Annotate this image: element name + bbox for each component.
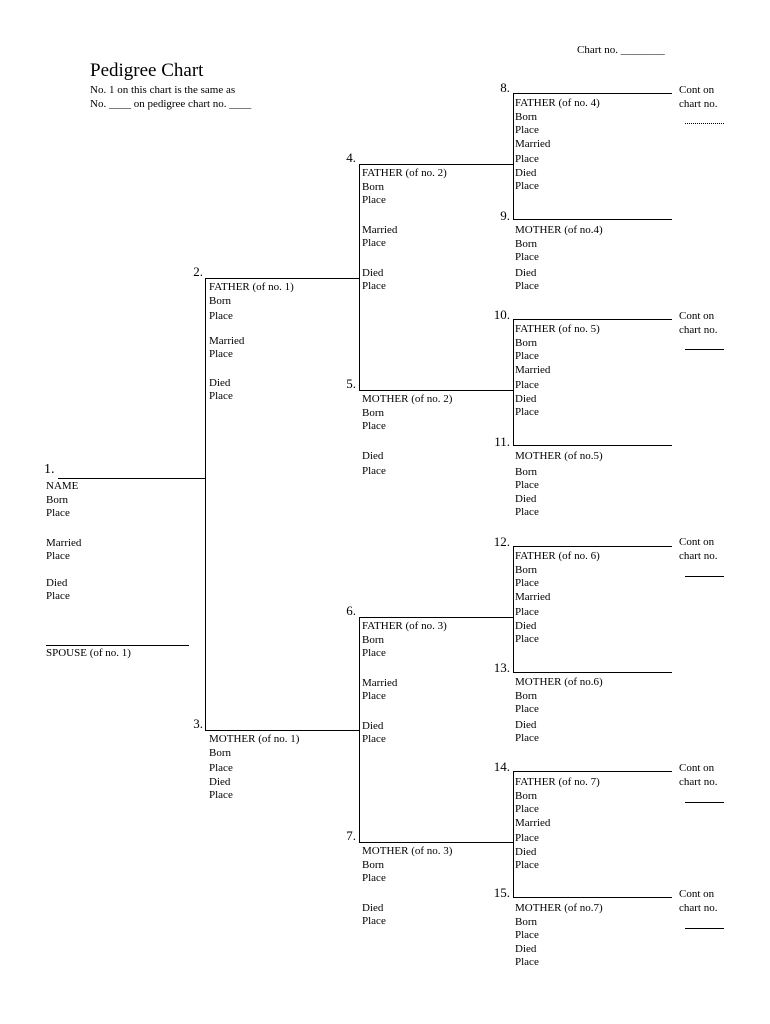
person-8-block [515, 97, 600, 194]
person-4-number: 4. [346, 150, 356, 165]
person-10-line[interactable] [513, 319, 672, 320]
person-9-born-place: Place [515, 251, 539, 263]
person-5-born: Born [362, 406, 384, 419]
person-9-died: Died [515, 266, 537, 279]
person-7-number: 7. [346, 828, 356, 843]
person-13-died-place: Place [515, 732, 539, 744]
person-12-line[interactable] [513, 546, 672, 547]
person-11-born: Born [515, 465, 537, 478]
person-12-cont-line[interactable] [685, 576, 724, 577]
person-6-died: Died [362, 719, 384, 732]
bracket-1 [205, 278, 206, 730]
person-12-number: 12. [493, 534, 510, 549]
person-12-died-place: Place [515, 633, 539, 645]
person-6-married: Married [362, 676, 398, 689]
person-14-married-place: Place [515, 832, 539, 844]
person-12-married: Married [515, 590, 551, 603]
bracket-3 [359, 617, 360, 842]
person-14-died-place: Place [515, 859, 539, 871]
person-2-block [209, 281, 294, 404]
person-4-died-place: Place [362, 280, 386, 292]
person-5-line[interactable] [359, 390, 513, 391]
person-10-died: Died [515, 392, 537, 405]
chart-number-field[interactable]: Chart no. ________ [577, 44, 665, 56]
person-7-born-place: Place [362, 872, 386, 884]
person-14-number: 14. [493, 759, 510, 774]
person-9-number: 9. [500, 208, 510, 223]
person-5-died: Died [362, 449, 384, 462]
person-10-married-place: Place [515, 379, 539, 391]
bracket-4 [513, 93, 514, 219]
person-8-continuation [679, 84, 717, 111]
person-14-born: Born [515, 789, 537, 802]
person-8-died-place: Place [515, 180, 539, 192]
person-9-died-place: Place [515, 280, 539, 292]
bracket-7 [513, 771, 514, 897]
person-10-continuation [679, 310, 717, 337]
person-15-cont-line[interactable] [685, 928, 724, 929]
person-7-died-place: Place [362, 915, 386, 927]
person-12-label: FATHER (of no. 6) [515, 550, 600, 562]
person-14-block [515, 776, 600, 873]
person-11-label: MOTHER (of no.5) [515, 450, 603, 462]
person-8-married-place: Place [515, 153, 539, 165]
person-11-line[interactable] [513, 445, 672, 446]
person-3-died: Died [209, 775, 231, 788]
person-9-block [515, 224, 603, 294]
person-13-block [515, 676, 603, 746]
person-8-cont-line[interactable] [685, 123, 724, 124]
person-6-born: Born [362, 633, 384, 646]
person-2-died-place: Place [209, 390, 233, 402]
cont-on-label: Cont on [679, 310, 715, 322]
person-1-number: 1. [44, 462, 55, 477]
person-10-cont-line[interactable] [685, 349, 724, 350]
person-15-number: 15. [493, 885, 510, 900]
person-8-number: 8. [500, 80, 510, 95]
person-6-block [362, 620, 447, 747]
person-5-number: 5. [346, 376, 356, 391]
person-10-married: Married [515, 363, 551, 376]
cont-on-label: Cont on [679, 84, 715, 96]
person-11-born-place: Place [515, 479, 539, 491]
person-12-died: Died [515, 619, 537, 632]
person-4-block [362, 167, 447, 294]
person-13-line[interactable] [513, 672, 672, 673]
person-8-died: Died [515, 166, 537, 179]
person-6-line[interactable] [359, 617, 513, 618]
person-7-label: MOTHER (of no. 3) [362, 845, 453, 857]
person-13-born: Born [515, 689, 537, 702]
person-3-line[interactable] [205, 730, 359, 731]
chart-no-label: chart no. [679, 775, 718, 788]
person-15-label: MOTHER (of no.7) [515, 902, 603, 914]
person-10-number: 10. [493, 307, 510, 322]
person-10-block [515, 323, 600, 420]
person-9-line[interactable] [513, 219, 672, 220]
person-14-line[interactable] [513, 771, 672, 772]
person-8-born: Born [515, 110, 537, 123]
person-7-block [362, 845, 452, 929]
person-12-block [515, 550, 600, 647]
person-6-label: FATHER (of no. 3) [362, 620, 447, 632]
person-1-married-place: Place [46, 550, 70, 562]
person-7-died: Died [362, 901, 384, 914]
person-12-born-place: Place [515, 577, 539, 589]
person-10-label: FATHER (of no. 5) [515, 323, 600, 335]
person-1-born: Born [46, 493, 68, 506]
person-4-label: FATHER (of no. 2) [362, 167, 447, 179]
bracket-6 [513, 546, 514, 672]
bracket-5 [513, 319, 514, 445]
person-6-married-place: Place [362, 690, 386, 702]
person-13-label: MOTHER (of no.6) [515, 676, 603, 688]
person-14-born-place: Place [515, 803, 539, 815]
person-7-line[interactable] [359, 842, 513, 843]
person-3-died-place: Place [209, 789, 233, 801]
person-12-married-place: Place [515, 606, 539, 618]
person-13-number: 13. [493, 660, 510, 675]
person-15-died-place: Place [515, 956, 539, 968]
person-15-died: Died [515, 942, 537, 955]
person-2-died: Died [209, 376, 231, 389]
person-8-born-place: Place [515, 124, 539, 136]
person-12-born: Born [515, 563, 537, 576]
person-3-label: MOTHER (of no. 1) [209, 733, 300, 745]
spouse-line[interactable] [46, 645, 189, 646]
cont-on-label: Cont on [679, 888, 715, 900]
person-15-block [515, 902, 603, 970]
person-10-died-place: Place [515, 406, 539, 418]
person-13-died: Died [515, 718, 537, 731]
person-2-line[interactable] [205, 278, 359, 279]
person-5-born-place: Place [362, 420, 386, 432]
person-5-died-place: Place [362, 465, 386, 477]
person-4-born: Born [362, 180, 384, 193]
person-11-block [515, 450, 603, 520]
person-4-married: Married [362, 223, 398, 236]
person-7-born: Born [362, 858, 384, 871]
person-11-died: Died [515, 492, 537, 505]
person-15-continuation [679, 888, 717, 915]
cont-on-label: Cont on [679, 762, 715, 774]
person-3-block [209, 733, 299, 803]
person-14-label: FATHER (of no. 7) [515, 776, 600, 788]
person-2-married: Married [209, 334, 245, 347]
person-8-label: FATHER (of no. 4) [515, 97, 600, 109]
person-14-continuation [679, 762, 717, 789]
cont-on-label: Cont on [679, 536, 715, 548]
person-1-born-place: Place [46, 507, 70, 519]
person-11-number: 11. [494, 434, 510, 449]
chart-no-label: chart no. [679, 901, 718, 914]
person-6-died-place: Place [362, 733, 386, 745]
person-1-died: Died [46, 576, 68, 589]
person-11-died-place: Place [515, 506, 539, 518]
person-3-born-place: Place [209, 762, 233, 774]
person-12-continuation [679, 536, 717, 563]
chart-no-label: chart no. [679, 323, 718, 336]
person-1-died-place: Place [46, 590, 70, 602]
person-6-born-place: Place [362, 647, 386, 659]
bracket-2 [359, 164, 360, 390]
person-8-married: Married [515, 137, 551, 150]
person-15-line[interactable] [513, 897, 672, 898]
person-4-died: Died [362, 266, 384, 279]
person-14-died: Died [515, 845, 537, 858]
person-2-number: 2. [193, 264, 203, 279]
person-1-married: Married [46, 536, 82, 549]
person-15-born: Born [515, 915, 537, 928]
person-2-born: Born [209, 294, 231, 307]
person-13-born-place: Place [515, 703, 539, 715]
intro-line-2[interactable]: No. ____ on pedigree chart no. ____ [90, 98, 252, 110]
page-title: Pedigree Chart [90, 60, 204, 81]
person-5-label: MOTHER (of no. 2) [362, 393, 453, 405]
person-2-married-place: Place [209, 348, 233, 360]
person-10-born-place: Place [515, 350, 539, 362]
person-15-born-place: Place [515, 929, 539, 941]
person-3-number: 3. [193, 716, 203, 731]
person-8-line[interactable] [513, 93, 672, 94]
chart-no-label: chart no. [679, 549, 718, 562]
person-4-married-place: Place [362, 237, 386, 249]
intro-line-1: No. 1 on this chart is the same as [90, 84, 236, 96]
person-9-born: Born [515, 237, 537, 250]
person-14-married: Married [515, 816, 551, 829]
person-10-born: Born [515, 336, 537, 349]
person-1-label: NAME [46, 480, 79, 492]
chart-no-label: chart no. [679, 97, 718, 110]
person-4-born-place: Place [362, 194, 386, 206]
spouse-label: SPOUSE (of no. 1) [46, 647, 131, 659]
person-6-number: 6. [346, 603, 356, 618]
person-1-line[interactable] [58, 478, 206, 479]
person-2-born-place: Place [209, 310, 233, 322]
person-2-label: FATHER (of no. 1) [209, 281, 294, 293]
person-14-cont-line[interactable] [685, 802, 724, 803]
person-5-block [362, 393, 452, 479]
person-4-line[interactable] [359, 164, 513, 165]
person-3-born: Born [209, 746, 231, 759]
person-9-label: MOTHER (of no.4) [515, 224, 603, 236]
person-1-block [46, 480, 81, 604]
